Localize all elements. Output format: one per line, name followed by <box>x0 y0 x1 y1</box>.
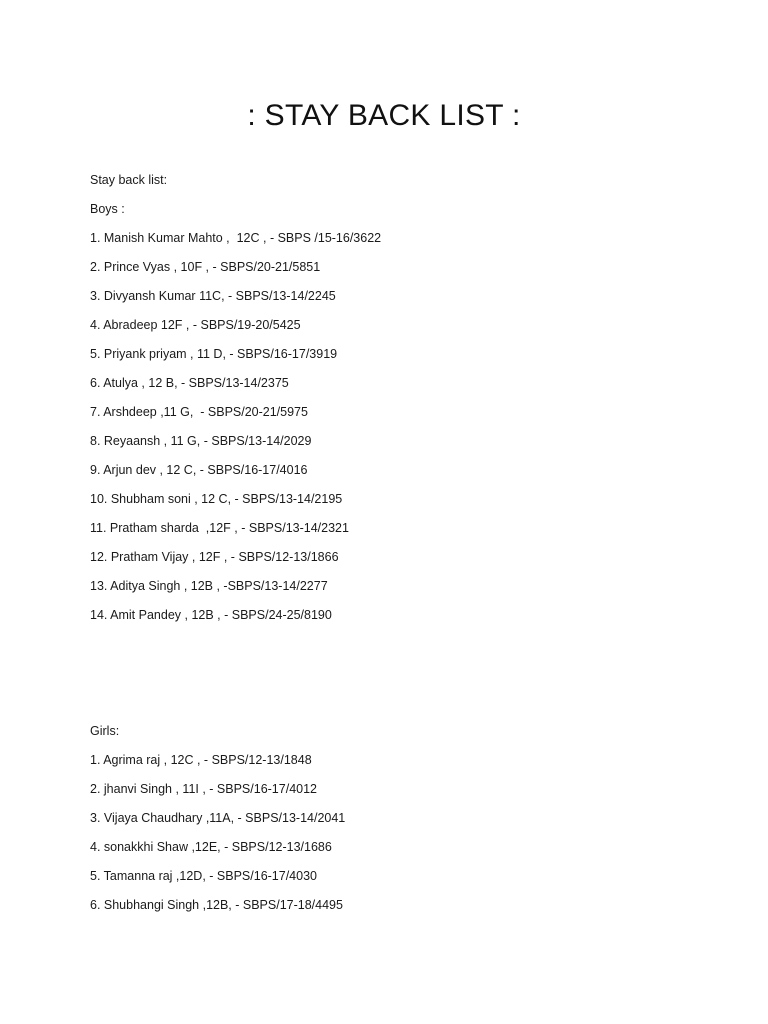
girls-heading: Girls: <box>90 724 120 738</box>
section-spacer <box>90 634 710 721</box>
list-item: 7. Arshdeep ,11 G, - SBPS/20-21/5975 <box>90 405 308 419</box>
boys-list <box>90 228 710 634</box>
list-item: 13. Aditya Singh , 12B , -SBPS/13-14/2277 <box>90 579 328 593</box>
page-title: : STAY BACK LIST : <box>247 99 521 132</box>
list-item: 3. Divyansh Kumar 11C, - SBPS/13-14/2245 <box>90 289 336 303</box>
list-item: 12. Pratham Vijay , 12F , - SBPS/12-13/1866 <box>90 550 339 564</box>
boys-heading: Boys : <box>90 202 125 216</box>
list-item: 1. Agrima raj , 12C , - SBPS/12-13/1848 <box>90 753 312 767</box>
list-item: 8. Reyaansh , 11 G, - SBPS/13-14/2029 <box>90 434 312 448</box>
document-body <box>90 170 710 924</box>
list-item: 6. Atulya , 12 B, - SBPS/13-14/2375 <box>90 376 289 390</box>
list-item: 2. jhanvi Singh , 11I , - SBPS/16-17/4012 <box>90 782 317 796</box>
list-item: 6. Shubhangi Singh ,12B, - SBPS/17-18/4495 <box>90 898 343 912</box>
intro-text: Stay back list: <box>90 173 168 187</box>
list-item: 3. Vijaya Chaudhary ,11A, - SBPS/13-14/2041 <box>90 811 346 825</box>
list-item: 9. Arjun dev , 12 C, - SBPS/16-17/4016 <box>90 463 308 477</box>
girls-list <box>90 750 710 924</box>
list-item: 14. Amit Pandey , 12B , - SBPS/24-25/8190 <box>90 608 332 622</box>
list-item: 4. Abradeep 12F , - SBPS/19-20/5425 <box>90 318 301 332</box>
list-item: 11. Pratham sharda ,12F , - SBPS/13-14/2321 <box>90 521 349 535</box>
list-item: 5. Priyank priyam , 11 D, - SBPS/16-17/3919 <box>90 347 338 361</box>
list-item: 5. Tamanna raj ,12D, - SBPS/16-17/4030 <box>90 869 317 883</box>
list-item: 4. sonakkhi Shaw ,12E, - SBPS/12-13/1686 <box>90 840 332 854</box>
list-item: 10. Shubham soni , 12 C, - SBPS/13-14/2195 <box>90 492 343 506</box>
list-item: 1. Manish Kumar Mahto , 12C , - SBPS /15-16/3622 <box>90 231 382 245</box>
list-item: 2. Prince Vyas , 10F , - SBPS/20-21/5851 <box>90 260 321 274</box>
